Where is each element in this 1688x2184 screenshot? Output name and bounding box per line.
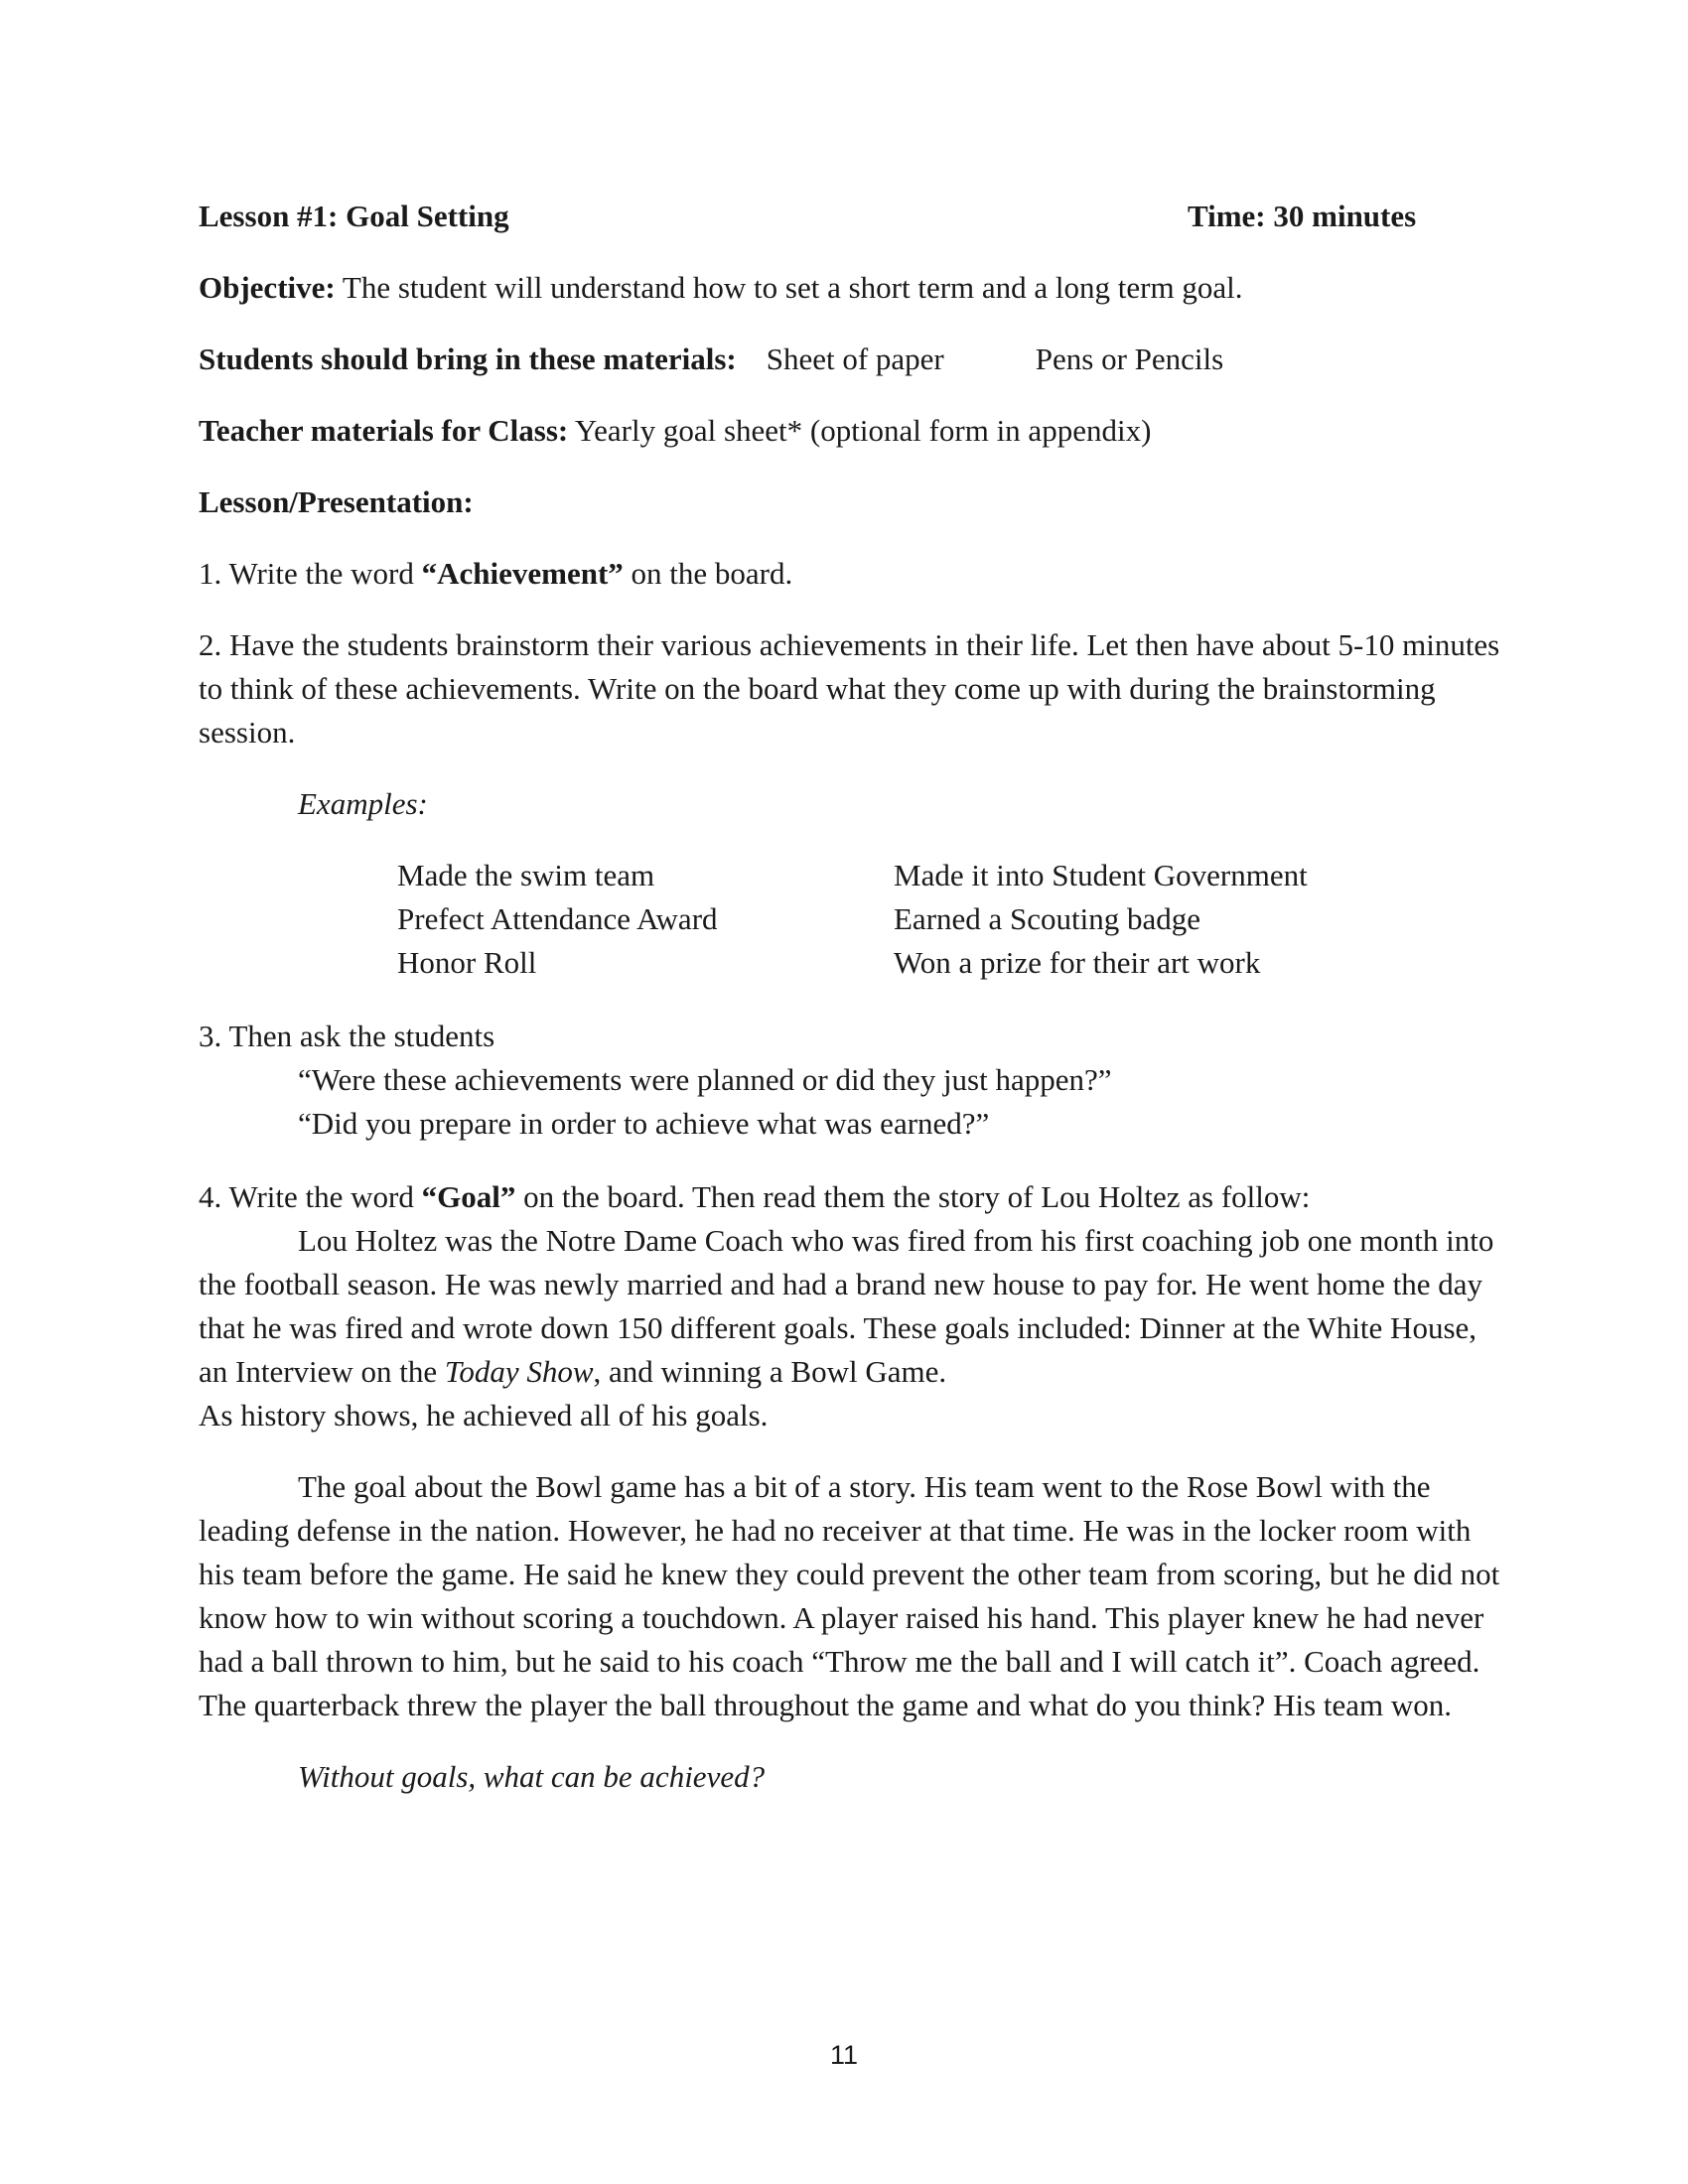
step-3: 3. Then ask the students [199,1019,495,1053]
student-materials-label: Students should bring in these materials: [199,341,737,376]
page-number: 11 [829,2040,859,2070]
step-1-text-end: on the board. [623,556,793,591]
lesson-heading: Lesson/Presentation: [199,484,474,519]
material-item: Pens or Pencils [1035,341,1224,376]
step-3-question: “Were these achievements were planned or did they just happen?” [298,1062,1112,1097]
story-text-end: , and winning a Bowl Game. [593,1354,947,1389]
step-1-text: 1. Write the word [199,556,422,591]
teacher-materials-label: Teacher materials for Class: [199,413,569,448]
teacher-materials-text: Yearly goal sheet* (optional form in appendix) [568,413,1152,448]
document-page [199,195,1509,1799]
story-paragraph-1 [199,1219,1509,1394]
examples-right-column [894,854,1308,985]
examples-left-column [397,854,718,985]
step-4-keyword: “Goal” [421,1179,516,1214]
example-item: Won a prize for their art work [894,945,1261,980]
step-4-text: 4. Write the word [199,1179,422,1214]
examples-label: Examples: [298,786,428,821]
story-show-title: Today Show [444,1354,594,1389]
student-materials [199,338,1509,381]
example-item: Prefect Attendance Award [397,901,718,936]
story-conclusion: As history shows, he achieved all of his goals. [199,1398,769,1433]
example-item: Made the swim team [397,858,655,892]
lesson-title: Lesson #1: Goal Setting [199,199,509,233]
teacher-materials [199,409,1509,453]
lesson-time: Time: 30 minutes [1188,199,1417,233]
example-item: Made it into Student Government [894,858,1308,892]
step-1-keyword: “Achievement” [421,556,624,591]
step-4-text-end: on the board. Then read them the story of Lou Holtez as follow: [515,1179,1311,1214]
objective-label: Objective: [199,270,336,305]
example-item: Earned a Scouting badge [894,901,1201,936]
step-3-question: “Did you prepare in order to achieve what was earned?” [298,1106,990,1141]
story-paragraph-2: The goal about the Bowl game has a bit of a story. His team went to the Rose Bowl with the leading defense in the nation. However, he had no receiver at that time. He was in the locker room with his team before the game. He said he knew they could prevent the other team from scoring, but he did not know how to win without scoring a touchdown. A player raised his hand. This player knew he had never had a ball thrown to him, but he said to his coach “Throw me the ball and I will catch it”. Coach agreed. The quarterback threw the player the ball throughout the game and what do you think? His team won. [199,1469,1500,1722]
closing-question: Without goals, what can be achieved? [298,1759,766,1794]
objective-text: The student will understand how to set a short term and a long term goal. [335,270,1243,305]
examples-list [397,854,1509,985]
material-item: Sheet of paper [766,341,944,376]
step-2: 2. Have the students brainstorm their various achievements in their life. Let then have about 5-10 minutes to think of these achievements. Write on the board what they come up with during the brainstorming session. [199,627,1500,750]
example-item: Honor Roll [397,945,537,980]
step-1 [199,552,1509,596]
lesson-header [199,195,1509,238]
story-text: Lou Holtez was the Notre Dame Coach who was fired from his first coaching job one month into the football season. He was newly married and had a brand new house to pay for. He went home the day that he was fired and wrote down 150 different goals. These goals included: Dinner at the White House, an Interview on the [199,1223,1494,1389]
step-4 [199,1175,1509,1219]
objective [199,266,1509,310]
